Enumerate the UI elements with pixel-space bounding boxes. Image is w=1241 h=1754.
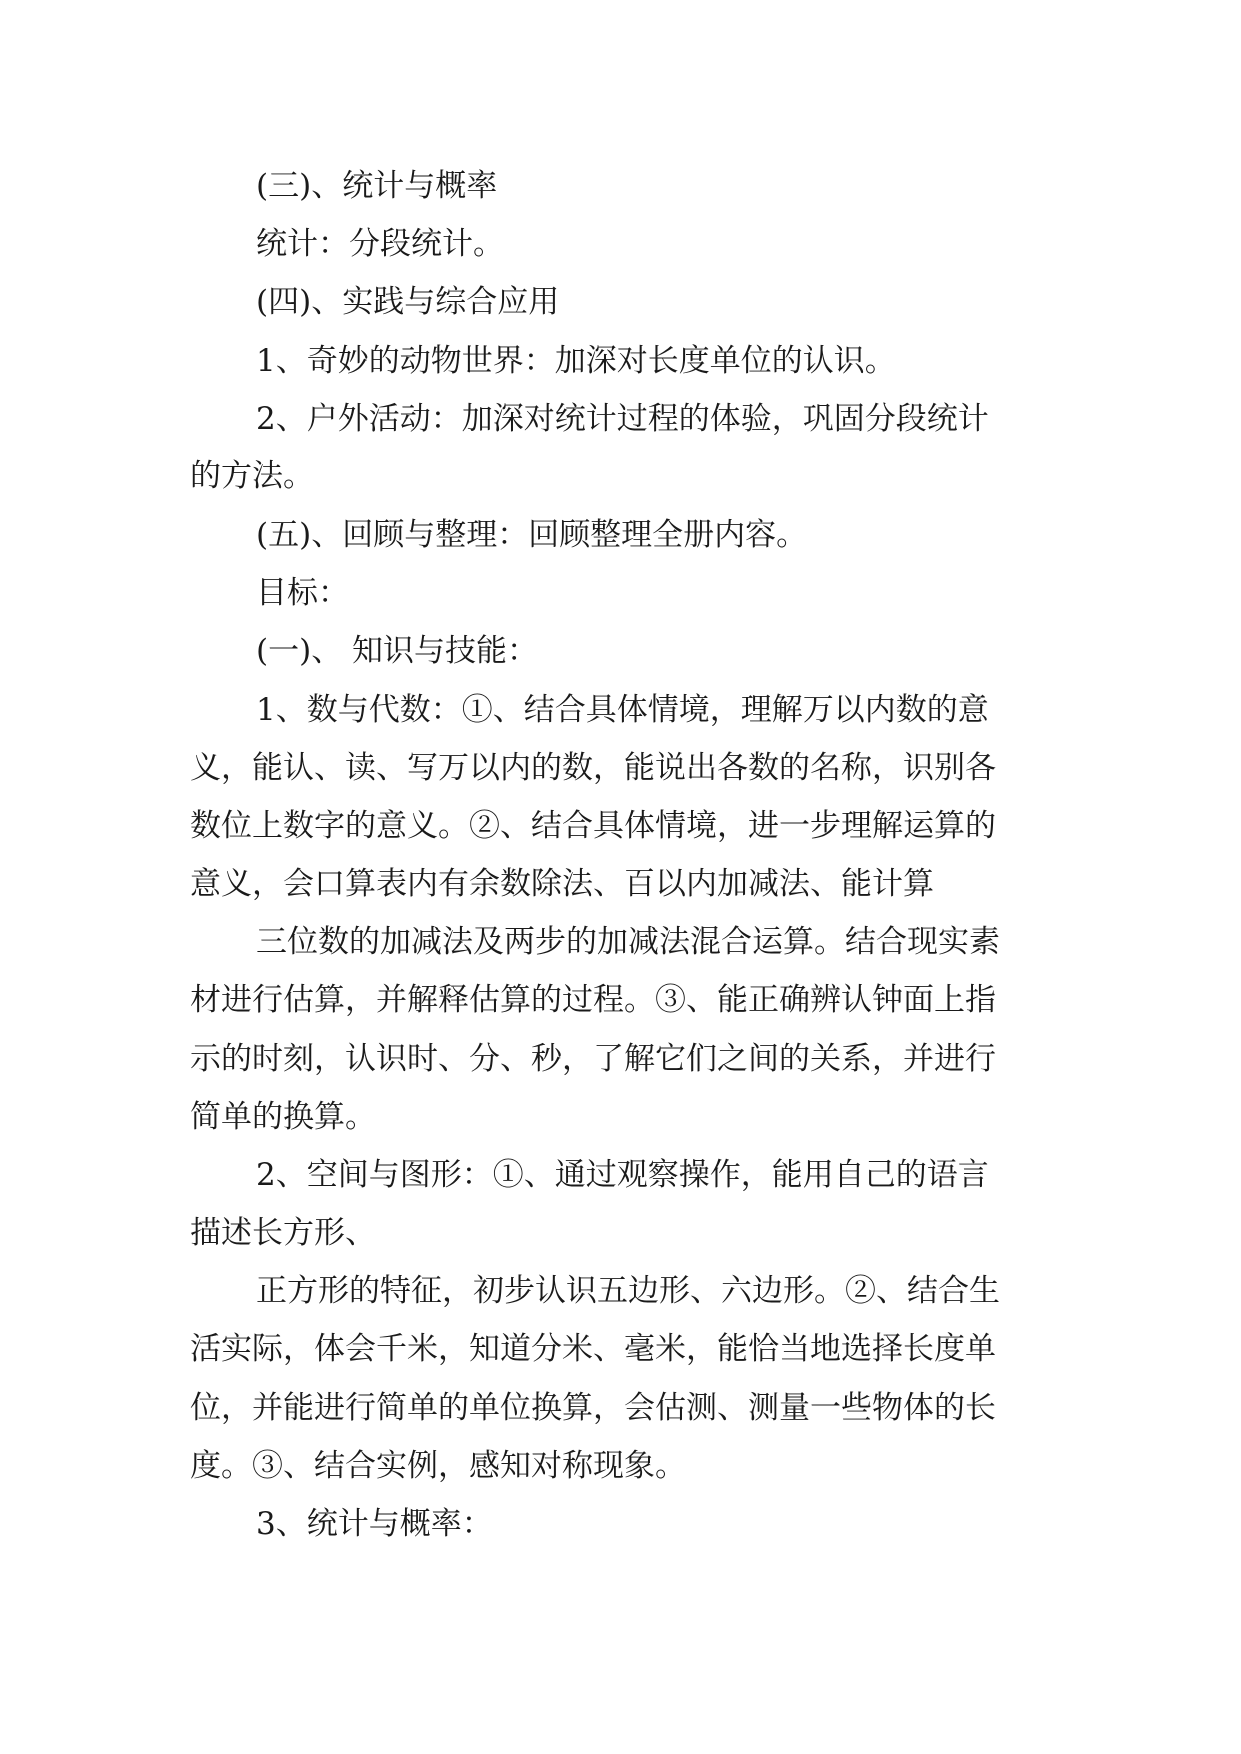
paragraph-line: 数位上数字的意义。②、结合具体情境，进一步理解运算的: [190, 808, 996, 844]
paragraph-line: 材进行估算，并解释估算的过程。③、能正确辨认钟面上指: [190, 982, 996, 1018]
paragraph-line: 位，并能进行简单的单位换算，会估测、测量一些物体的长: [190, 1390, 996, 1426]
paragraph-line: 2、户外活动：加深对统计过程的体验，巩固分段统计: [256, 401, 989, 437]
paragraph-line: 2、空间与图形：①、通过观察操作，能用自己的语言: [256, 1157, 989, 1193]
paragraph-line: 的方法。: [190, 458, 314, 494]
paragraph-line: 简单的换算。: [190, 1099, 376, 1135]
heading-goals: 目标：: [256, 575, 349, 611]
paragraph-line: 度。③、结合实例，感知对称现象。: [190, 1448, 686, 1484]
paragraph-line: 示的时刻，认识时、分、秒，了解它们之间的关系，并进行: [190, 1041, 996, 1077]
paragraph-line: 义，能认、读、写万以内的数，能说出各数的名称，识别各: [190, 750, 996, 786]
section-heading-knowledge: (一)、 知识与技能：: [256, 633, 539, 669]
paragraph-line: 3、统计与概率：: [256, 1506, 493, 1542]
paragraph-line: 统计：分段统计。: [256, 226, 504, 262]
paragraph-line: 描述长方形、: [190, 1215, 376, 1251]
section-heading-practice: (四)、实践与综合应用: [256, 284, 560, 320]
paragraph-line: 1、奇妙的动物世界：加深对长度单位的认识。: [256, 343, 896, 379]
paragraph-line: 正方形的特征，初步认识五边形、六边形。②、结合生: [256, 1273, 1000, 1309]
section-heading-statistics: (三)、统计与概率: [256, 168, 498, 204]
paragraph-line: 三位数的加减法及两步的加减法混合运算。结合现实素: [256, 924, 1000, 960]
paragraph-line: 活实际，体会千米，知道分米、毫米，能恰当地选择长度单: [190, 1331, 996, 1367]
paragraph-line: 意义，会口算表内有余数除法、百以内加减法、能计算: [190, 866, 934, 902]
section-heading-review: (五)、回顾与整理：回顾整理全册内容。: [256, 517, 808, 553]
paragraph-line: 1、数与代数：①、结合具体情境，理解万以内数的意: [256, 692, 989, 728]
